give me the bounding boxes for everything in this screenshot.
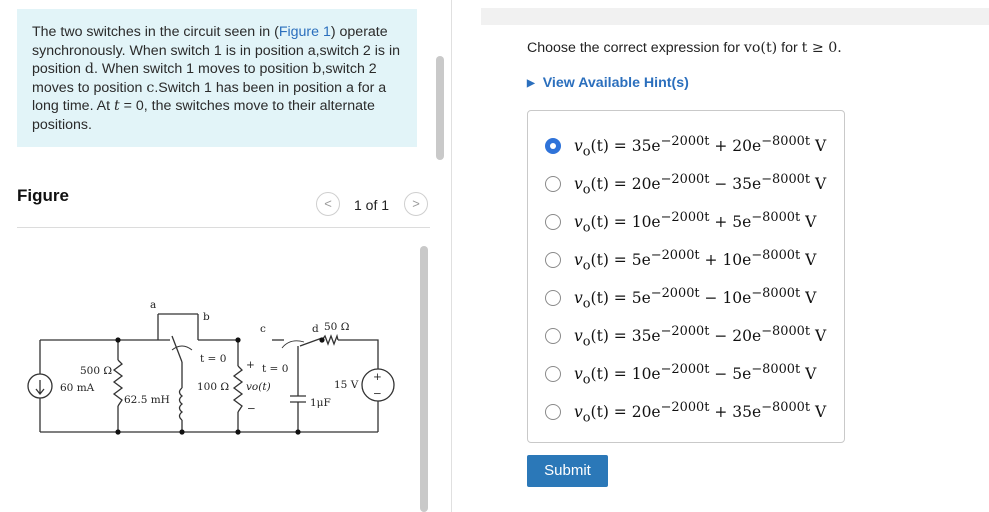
option-expression: $v_o(t) = 35e^{-2000t} + 20e^{-8000t}$ V [574, 134, 827, 160]
node-c-label: c [260, 323, 266, 335]
radio-button[interactable] [545, 328, 561, 344]
problem-scrollbar[interactable] [436, 56, 444, 160]
resistor-100 [234, 366, 242, 412]
answer-option[interactable] [545, 399, 835, 425]
figure-link[interactable]: Figure 1 [278, 24, 331, 40]
problem-statement [17, 9, 417, 147]
answer-option[interactable] [545, 285, 835, 311]
capacitor [290, 396, 306, 402]
source-minus-label: − [373, 388, 382, 400]
option-expression: $v_o(t) = 5e^{-2000t} - 10e^{-8000t}$ V [574, 286, 817, 312]
panel-divider [451, 0, 452, 512]
radio-button[interactable] [545, 404, 561, 420]
source-plus-label: + [373, 371, 382, 383]
answer-option[interactable] [545, 133, 835, 159]
switch1-time-label: t = 0 [200, 353, 227, 365]
v15-label: 15 V [334, 379, 359, 391]
figure-divider [17, 227, 430, 228]
next-figure-button[interactable] [404, 192, 428, 216]
circuit-diagram [22, 294, 407, 444]
option-expression: $v_o(t) = 10e^{-2000t} + 5e^{-8000t}$ V [574, 210, 817, 236]
view-hints-link[interactable]: ▶ View Available Hint(s) [527, 75, 689, 91]
r100-label: 100 Ω [197, 381, 230, 393]
submit-button[interactable]: Submit [527, 455, 608, 487]
radio-button[interactable] [545, 252, 561, 268]
r50-label: 50 Ω [324, 321, 350, 333]
answer-option[interactable] [545, 209, 835, 235]
figure-page-count: 1 of 1 [354, 197, 390, 213]
node-a-label: a [150, 299, 157, 311]
wire-top-right [338, 340, 378, 369]
top-bar [481, 8, 989, 25]
node-d-label: d [312, 323, 319, 335]
figure-scrollbar[interactable] [420, 246, 428, 512]
radio-button[interactable] [545, 138, 561, 154]
radio-button[interactable] [545, 176, 561, 192]
question-prompt: Choose the correct expression for vo(t) for t ≥ 0. [527, 40, 842, 56]
resistor-500 [114, 360, 122, 406]
vo-minus-label: − [247, 403, 256, 415]
inductor [180, 388, 183, 420]
radio-button[interactable] [545, 290, 561, 306]
option-expression: $v_o(t) = 20e^{-2000t} - 35e^{-8000t}$ V [574, 172, 827, 198]
caret-right-icon: ▶ [527, 78, 535, 89]
vo-label: vo(t) [246, 381, 271, 393]
l-label: 62.5 mH [124, 394, 170, 406]
r500-label: 500 Ω [80, 365, 113, 377]
node-b-label: b [203, 311, 210, 323]
answer-option[interactable] [545, 323, 835, 349]
answer-option[interactable] [545, 247, 835, 273]
arrow-down-icon [36, 380, 44, 394]
prev-figure-button[interactable] [316, 192, 340, 216]
switch2-arc [282, 341, 304, 348]
chevron-right-icon: > [412, 196, 420, 211]
option-expression: $v_o(t) = 5e^{-2000t} + 10e^{-8000t}$ V [574, 248, 817, 274]
radio-button[interactable] [545, 214, 561, 230]
radio-button[interactable] [545, 366, 561, 382]
cap-label: 1μF [310, 397, 331, 409]
switch1-arc [172, 346, 192, 350]
problem-text: The two switches in the circuit seen in (Figure 1) operate synchronously. When switch 1 is in position a,switch 2 is in position d. When switch 1 moves to position b,switch 2 moves to position c.Switch 1 has been in position a for a long time. At t = 0, the switches move to their alternate positions. [32, 24, 400, 133]
switch2-time-label: t = 0 [262, 363, 289, 375]
figure-heading: Figure [17, 186, 69, 205]
vo-plus-label: + [246, 359, 255, 371]
option-expression: $v_o(t) = 20e^{-2000t} + 35e^{-8000t}$ V [574, 400, 827, 426]
i60-label: 60 mA [60, 382, 95, 394]
answer-option[interactable] [545, 171, 835, 197]
option-expression: $v_o(t) = 10e^{-2000t} - 5e^{-8000t}$ V [574, 362, 817, 388]
left-panel [0, 0, 450, 512]
answer-options [527, 110, 845, 443]
chevron-left-icon: < [324, 196, 332, 211]
option-expression: $v_o(t) = 35e^{-2000t} - 20e^{-8000t}$ V [574, 324, 827, 350]
answer-option[interactable] [545, 361, 835, 387]
